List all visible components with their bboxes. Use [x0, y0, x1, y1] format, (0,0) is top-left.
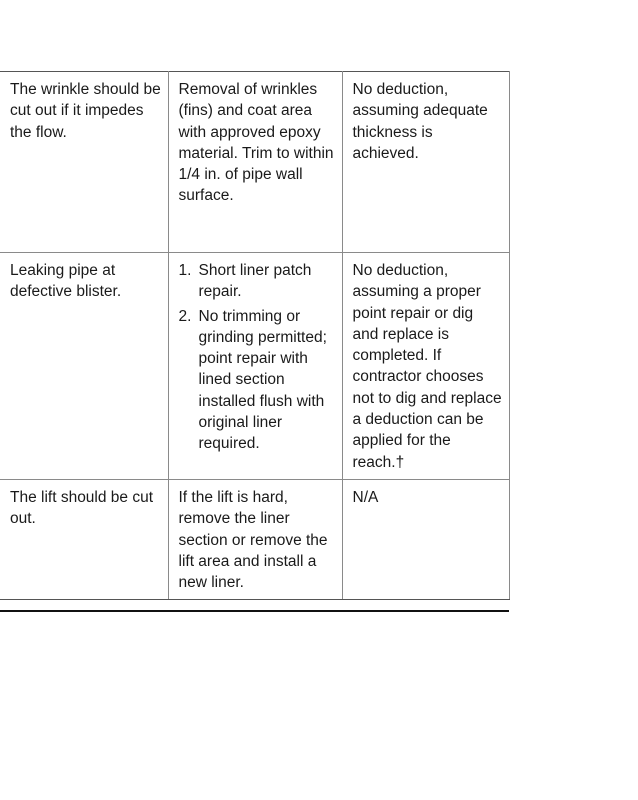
list-item [179, 260, 336, 303]
list-text: No trimming or grinding permitted; point repair with lined section installed flush with original liner required. [198, 307, 327, 453]
deduction-cell: No deduction, assuming a proper point repair or dig and replace is completed. If contractor chooses not to dig and replace a deduction can be applied for the reach.† [342, 253, 509, 480]
condition-cell: The wrinkle should be cut out if it impedes the flow. [0, 72, 168, 253]
list-number: 2. [178, 307, 192, 325]
defect-repair-table [0, 71, 509, 600]
deduction-cell: No deduction, assuming adequate thickness is achieved. [342, 72, 509, 253]
table-row [0, 253, 509, 480]
repair-cell: If the lift is hard, remove the liner section or remove the lift area and install a new liner. [168, 479, 342, 599]
condition-cell: The lift should be cut out. [0, 479, 168, 599]
list-number: 1. [178, 262, 192, 279]
table-row [0, 479, 509, 599]
deduction-cell: N/A [342, 479, 509, 599]
condition-cell: Leaking pipe at defective blister. [0, 253, 168, 480]
repair-cell [168, 253, 342, 480]
repair-steps-list [179, 260, 336, 455]
table-bottom-rule [0, 610, 509, 612]
repair-cell: Removal of wrinkles (fins) and coat area with approved epoxy material. Trim to within 1/4 in. of pipe wall surface. [168, 72, 342, 253]
list-text: Short liner patch repair. [198, 262, 312, 301]
table-row [0, 72, 509, 253]
list-item [179, 306, 336, 455]
